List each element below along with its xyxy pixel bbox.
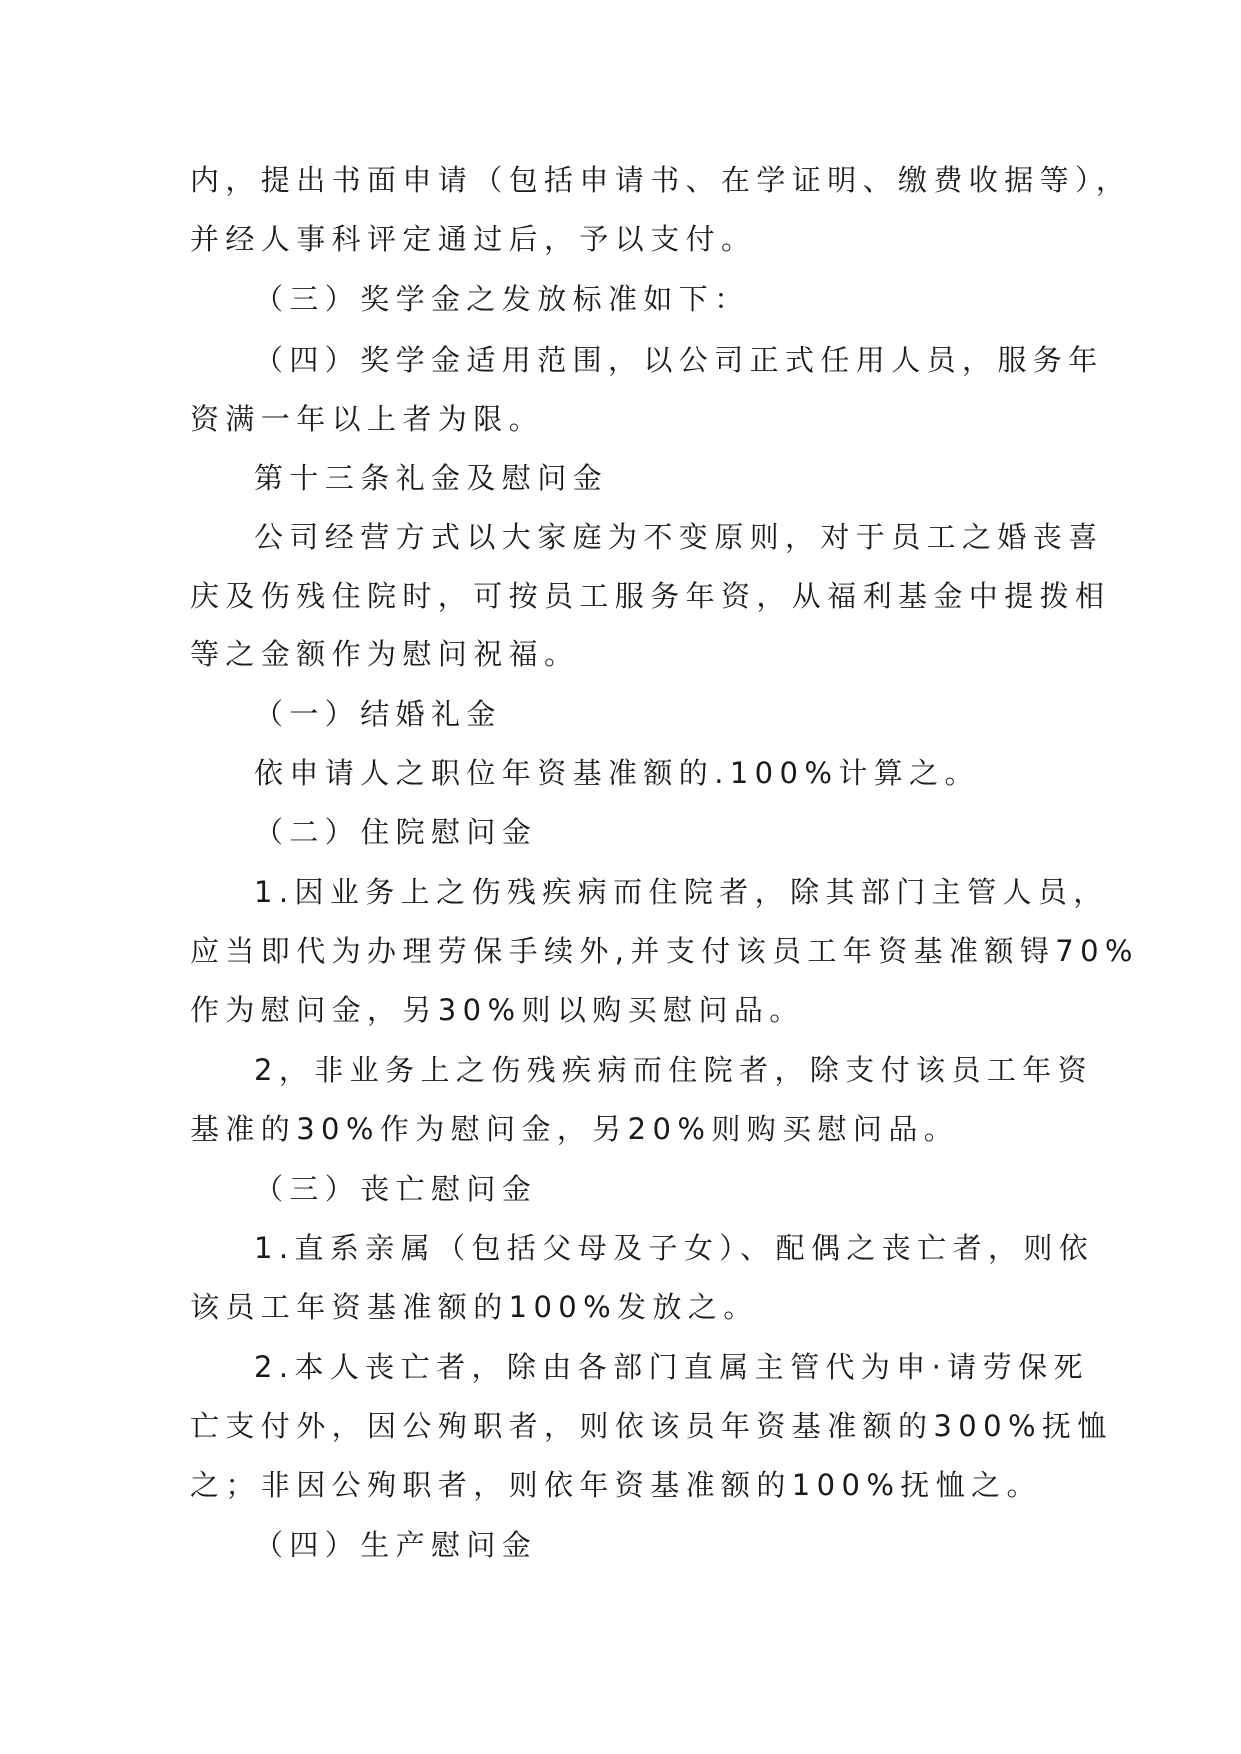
section-heading: （一）结婚礼金 bbox=[254, 697, 502, 731]
text-line: 作为慰问金，另30%则以购买慰问品。 bbox=[190, 993, 805, 1027]
section-heading: （二）住院慰问金 bbox=[254, 815, 538, 849]
section-heading: （三）奖学金之发放标准如下： bbox=[254, 282, 750, 316]
text-line: 2.本人丧亡者，除由各部门直属主管代为申·请劳保死 bbox=[254, 1350, 1089, 1384]
section-heading: （四）生产慰问金 bbox=[254, 1528, 538, 1562]
text-line: 1.因业务上之伤残疾病而住院者，除其部门主管人员， bbox=[254, 875, 1109, 909]
text-line: 庆及伤残住院时，可按员工服务年资，从福利基金中提拨相 bbox=[190, 579, 1111, 613]
text-line: （四）奖学金适用范围，以公司正式任用人员，服务年 bbox=[254, 343, 1104, 377]
text-line: 亡支付外，因公殉职者，则依该员年资基准额的300%抚恤 bbox=[190, 1409, 1113, 1443]
text-line: 公司经营方式以大家庭为不变原则，对于员工之婚丧喜 bbox=[254, 520, 1104, 554]
text-line: 资满一年以上者为限。 bbox=[190, 402, 545, 436]
text-line: 应当即代为办理劳保手续外,并支付该员工年资基准额锝70% bbox=[190, 934, 1139, 968]
section-heading: （三）丧亡慰问金 bbox=[254, 1172, 538, 1206]
text-line: 内，提出书面申请（包括申请书、在学证明、缴费收据等）， bbox=[190, 163, 1132, 197]
text-line: 2，非业务上之伤残疾病而住院者，除支付该员工年资 bbox=[254, 1053, 1094, 1087]
text-line: 等之金额作为慰问祝福。 bbox=[190, 637, 580, 671]
text-line: 1.直系亲属（包括父母及子女）、配偶之丧亡者，则依 bbox=[254, 1231, 1095, 1265]
article-heading: 第十三条礼金及慰问金 bbox=[254, 461, 609, 495]
text-line: 之；非因公殉职者，则依年资基准额的100%抚恤之。 bbox=[190, 1468, 1042, 1502]
text-line: 该员工年资基准额的100%发放之。 bbox=[190, 1290, 759, 1324]
text-line: 依申请人之职位年资基准额的.100%计算之。 bbox=[254, 756, 980, 790]
text-line: 并经人事科评定通过后，予以支付。 bbox=[190, 222, 757, 256]
text-line: 基准的30%作为慰问金，另20%则购买慰问品。 bbox=[190, 1112, 960, 1146]
